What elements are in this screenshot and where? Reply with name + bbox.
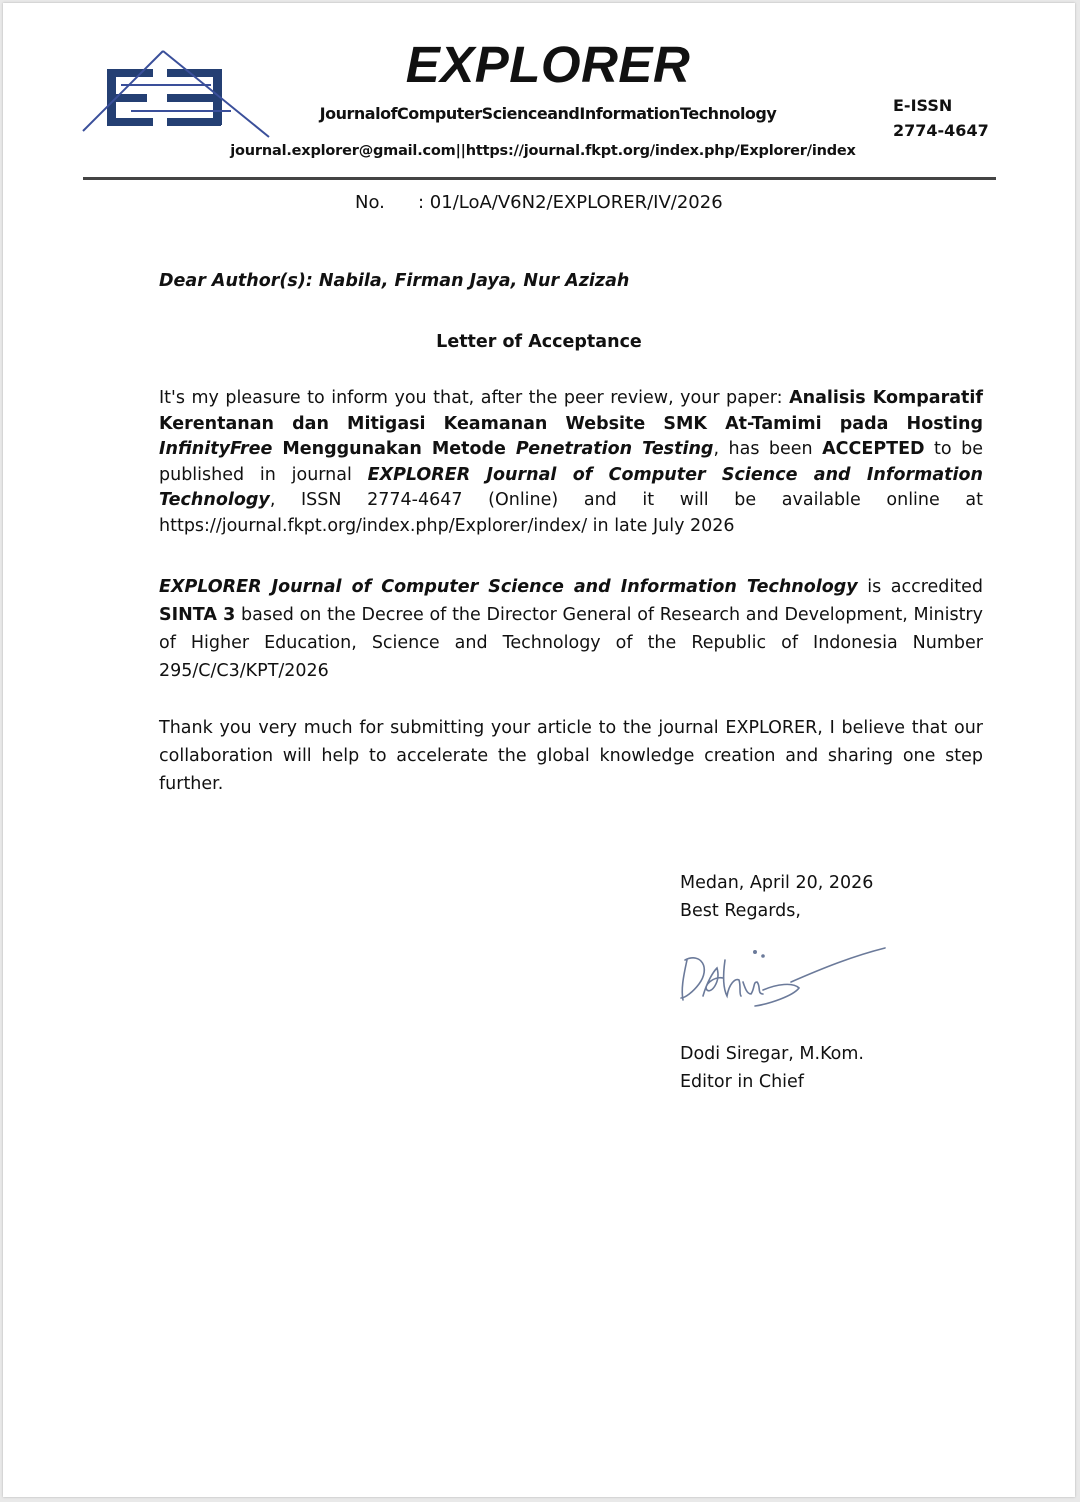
explorer-e-logo-icon	[81, 45, 273, 141]
letter-number	[355, 192, 723, 213]
salutation: Dear Author(s): Nabila, Firman Jaya, Nur Azizah	[159, 271, 630, 291]
letter-page	[3, 3, 1075, 1497]
signature-icon	[673, 938, 893, 1018]
journal-subtitle: JournalofComputerScienceandInformationTechnology	[319, 104, 777, 123]
signer-name: Dodi Siregar, M.Kom.	[680, 1044, 864, 1064]
p1-end: , ISSN 2774-4647 (Online) and it will be available online at https://journal.fkpt.org/index.php/Explorer/index/ in late July 2026	[159, 490, 983, 536]
place-date: Medan, April 20, 2026	[680, 873, 874, 893]
p1-mid: , has been	[713, 439, 823, 459]
contact-line: journal.explorer@gmail.com||https://journal.fkpt.org/index.php/Explorer/index	[230, 143, 856, 159]
paper-title-italic2: Penetration Testing	[515, 439, 714, 459]
accepted-status: ACCEPTED	[822, 439, 925, 459]
letter-number-value: : 01/LoA/V6N2/EXPLORER/IV/2026	[418, 192, 723, 213]
p1-intro: It's my pleasure to inform you that, after the peer review, your paper:	[159, 388, 790, 408]
accreditation-paragraph	[159, 573, 983, 685]
journal-name: EXPLORER	[405, 36, 691, 93]
signer-title: Editor in Chief	[680, 1072, 804, 1092]
eissn-value: 2774-4647	[893, 121, 989, 140]
p2-end: based on the Decree of the Director General of Research and Development, Ministry of Higher Education, Science and Technology of the Republic of Indonesia Number 295/C/C3/KPT/2026	[159, 605, 983, 681]
letter-number-label: No.	[355, 192, 385, 213]
closing-block	[680, 869, 873, 925]
paper-title-part1: Analisis Komparatif Kerentanan dan Mitigasi Keamanan Website SMK At-Tamimi pada Hosting	[159, 388, 984, 434]
acceptance-paragraph	[159, 386, 983, 539]
sinta-rank: SINTA 3	[159, 605, 236, 625]
paper-title-italic1: InfinityFree	[159, 439, 273, 459]
regards: Best Regards,	[680, 901, 801, 921]
header-divider	[83, 177, 996, 180]
signer-block	[680, 1040, 864, 1096]
paper-title-part2: Menggunakan Metode	[272, 439, 516, 459]
journal-full-name-2: EXPLORER Journal of Computer Science and Information Technology	[159, 577, 858, 597]
eissn-block	[893, 93, 989, 143]
thanks-paragraph: Thank you very much for submitting your article to the journal EXPLORER, I believe that our collaboration will help to accelerate the global knowledge creation and sharing one step further.	[159, 718, 983, 794]
eissn-label: E-ISSN	[893, 96, 953, 115]
p2-mid: is accredited	[857, 577, 983, 597]
journal-full-name: EXPLORER Journal of Computer Science and Information Technology	[159, 464, 983, 510]
p1-mid2: to be published in journal	[159, 439, 983, 485]
letter-heading: Letter of Acceptance	[436, 332, 642, 352]
